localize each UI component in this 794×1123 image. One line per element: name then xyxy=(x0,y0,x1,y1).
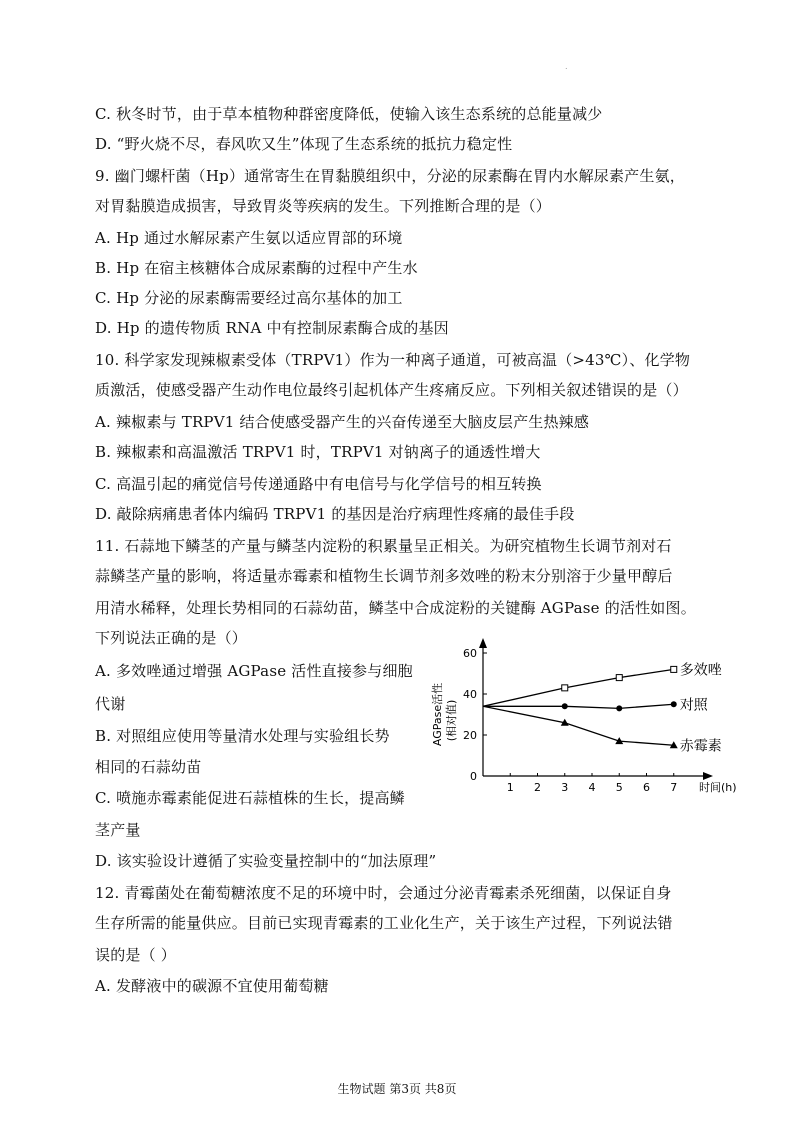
text-line: C. 高温引起的痛觉信号传递通路中有电信号与化学信号的相互转换 xyxy=(95,475,542,493)
series-line xyxy=(483,706,674,745)
x-tick-label: 4 xyxy=(588,781,596,794)
x-tick-label: 1 xyxy=(506,781,514,794)
y-axis-label: AGPase活性 xyxy=(431,682,444,747)
text-line: C. Hp 分泌的尿素酶需要经过高尔基体的加工 xyxy=(95,289,403,307)
y-tick-label: 0 xyxy=(470,770,477,783)
series-label: 赤霉素 xyxy=(679,738,722,755)
data-point-circle xyxy=(671,701,677,707)
text-line: A. 发酵液中的碳源不宜使用葡萄糖 xyxy=(95,977,329,995)
text-line: 代谢 xyxy=(95,695,126,713)
text-line: 9. 幽门螺杆菌（Hp）通常寄生在胃黏膜组织中，分泌的尿素酶在胃内水解尿素产生氨， xyxy=(95,167,685,185)
scan-mark: . xyxy=(565,62,568,71)
text-line: C. 喷施赤霉素能促进石蒜植株的生长，提高鳞 xyxy=(95,789,405,807)
y-tick-label: 20 xyxy=(463,729,477,742)
x-tick-label: 6 xyxy=(643,781,650,794)
text-line: B. 辣椒素和高温激活 TRPV1 时，TRPV1 对钠离子的通透性增大 xyxy=(95,443,541,461)
text-line: 质激活，使感受器产生动作电位最终引起机体产生疼痛反应。下列相关叙述错误的是（） xyxy=(95,381,688,399)
text-line: B. Hp 在宿主核糖体合成尿素酶的过程中产生水 xyxy=(95,259,418,277)
text-line: 茎产量 xyxy=(95,821,141,839)
x-axis-label: 时间(h) xyxy=(699,781,737,794)
text-line: A. Hp 通过水解尿素产生氨以适应胃部的环境 xyxy=(95,229,403,247)
y-axis-sublabel: (相对值) xyxy=(445,699,458,742)
text-line: D. 该实验设计遵循了实验变量控制中的“加法原理” xyxy=(95,852,437,870)
agpase-activity-chart xyxy=(425,630,737,810)
text-line: C. 秋冬时节，由于草本植物种群密度降低，使输入该生态系统的总能量减少 xyxy=(95,105,603,123)
text-line: A. 多效唑通过增强 AGPase 活性直接参与细胞 xyxy=(95,662,413,680)
y-tick-label: 60 xyxy=(463,647,477,660)
data-point-square xyxy=(616,675,622,681)
text-line: 11. 石蒜地下鳞茎的产量与鳞茎内淀粉的积累量呈正相关。为研究植物生长调节剂对石 xyxy=(95,537,672,555)
text-line: 蒜鳞茎产量的影响，将适量赤霉素和植物生长调节剂多效唑的粉末分别溶于少量甲醇后 xyxy=(95,567,673,585)
x-tick-label: 7 xyxy=(670,781,678,794)
text-line: 下列说法正确的是（） xyxy=(95,629,248,647)
text-line: 相同的石蒜幼苗 xyxy=(95,758,202,776)
data-point-square xyxy=(671,666,677,672)
text-line: 用清水稀释，处理长势相同的石蒜幼苗，鳞茎中合成淀粉的关键酶 AGPase 的活性如图。 xyxy=(95,599,696,617)
x-tick-label: 3 xyxy=(561,781,569,794)
series-label: 多效唑 xyxy=(679,662,722,679)
page-footer: 生物试题 第3页 共8页 xyxy=(337,1082,457,1096)
text-line: D. “野火烧不尽，春风吹又生”体现了生态系统的抵抗力稳定性 xyxy=(95,135,513,153)
series-line xyxy=(483,669,674,706)
series-line xyxy=(483,704,674,708)
text-line: 10. 科学家发现辣椒素受体（TRPV1）作为一种离子通道，可被高温（>43℃）、化学物 xyxy=(95,351,691,369)
text-line: 对胃黏膜造成损害，导致胃炎等疾病的发生。下列推断合理的是（） xyxy=(95,197,552,215)
text-line: D. Hp 的遗传物质 RNA 中有控制尿素酶合成的基因 xyxy=(95,319,449,337)
y-axis-arrow xyxy=(479,638,487,648)
x-axis-arrow xyxy=(703,772,713,780)
data-point-square xyxy=(562,685,568,691)
text-line: D. 敲除病痛患者体内编码 TRPV1 的基因是治疗病理性疼痛的最佳手段 xyxy=(95,505,575,523)
text-line: 生存所需的能量供应。目前已实现青霉素的工业化生产，关于该生产过程，下列说法错 xyxy=(95,914,673,932)
x-tick-label: 2 xyxy=(534,781,541,794)
data-point-circle xyxy=(616,705,622,711)
series-label: 对照 xyxy=(679,697,708,714)
text-line: B. 对照组应使用等量清水处理与实验组长势 xyxy=(95,727,390,745)
x-tick-label: 5 xyxy=(615,781,623,794)
text-line: A. 辣椒素与 TRPV1 结合使感受器产生的兴奋传递至大脑皮层产生热辣感 xyxy=(95,413,590,431)
data-point-circle xyxy=(562,703,568,709)
y-tick-label: 40 xyxy=(463,688,477,701)
text-line: 误的是（ ） xyxy=(95,946,176,964)
text-line: 12. 青霉菌处在葡萄糖浓度不足的环境中时，会通过分泌青霉素杀死细菌，以保证自身 xyxy=(95,884,672,902)
